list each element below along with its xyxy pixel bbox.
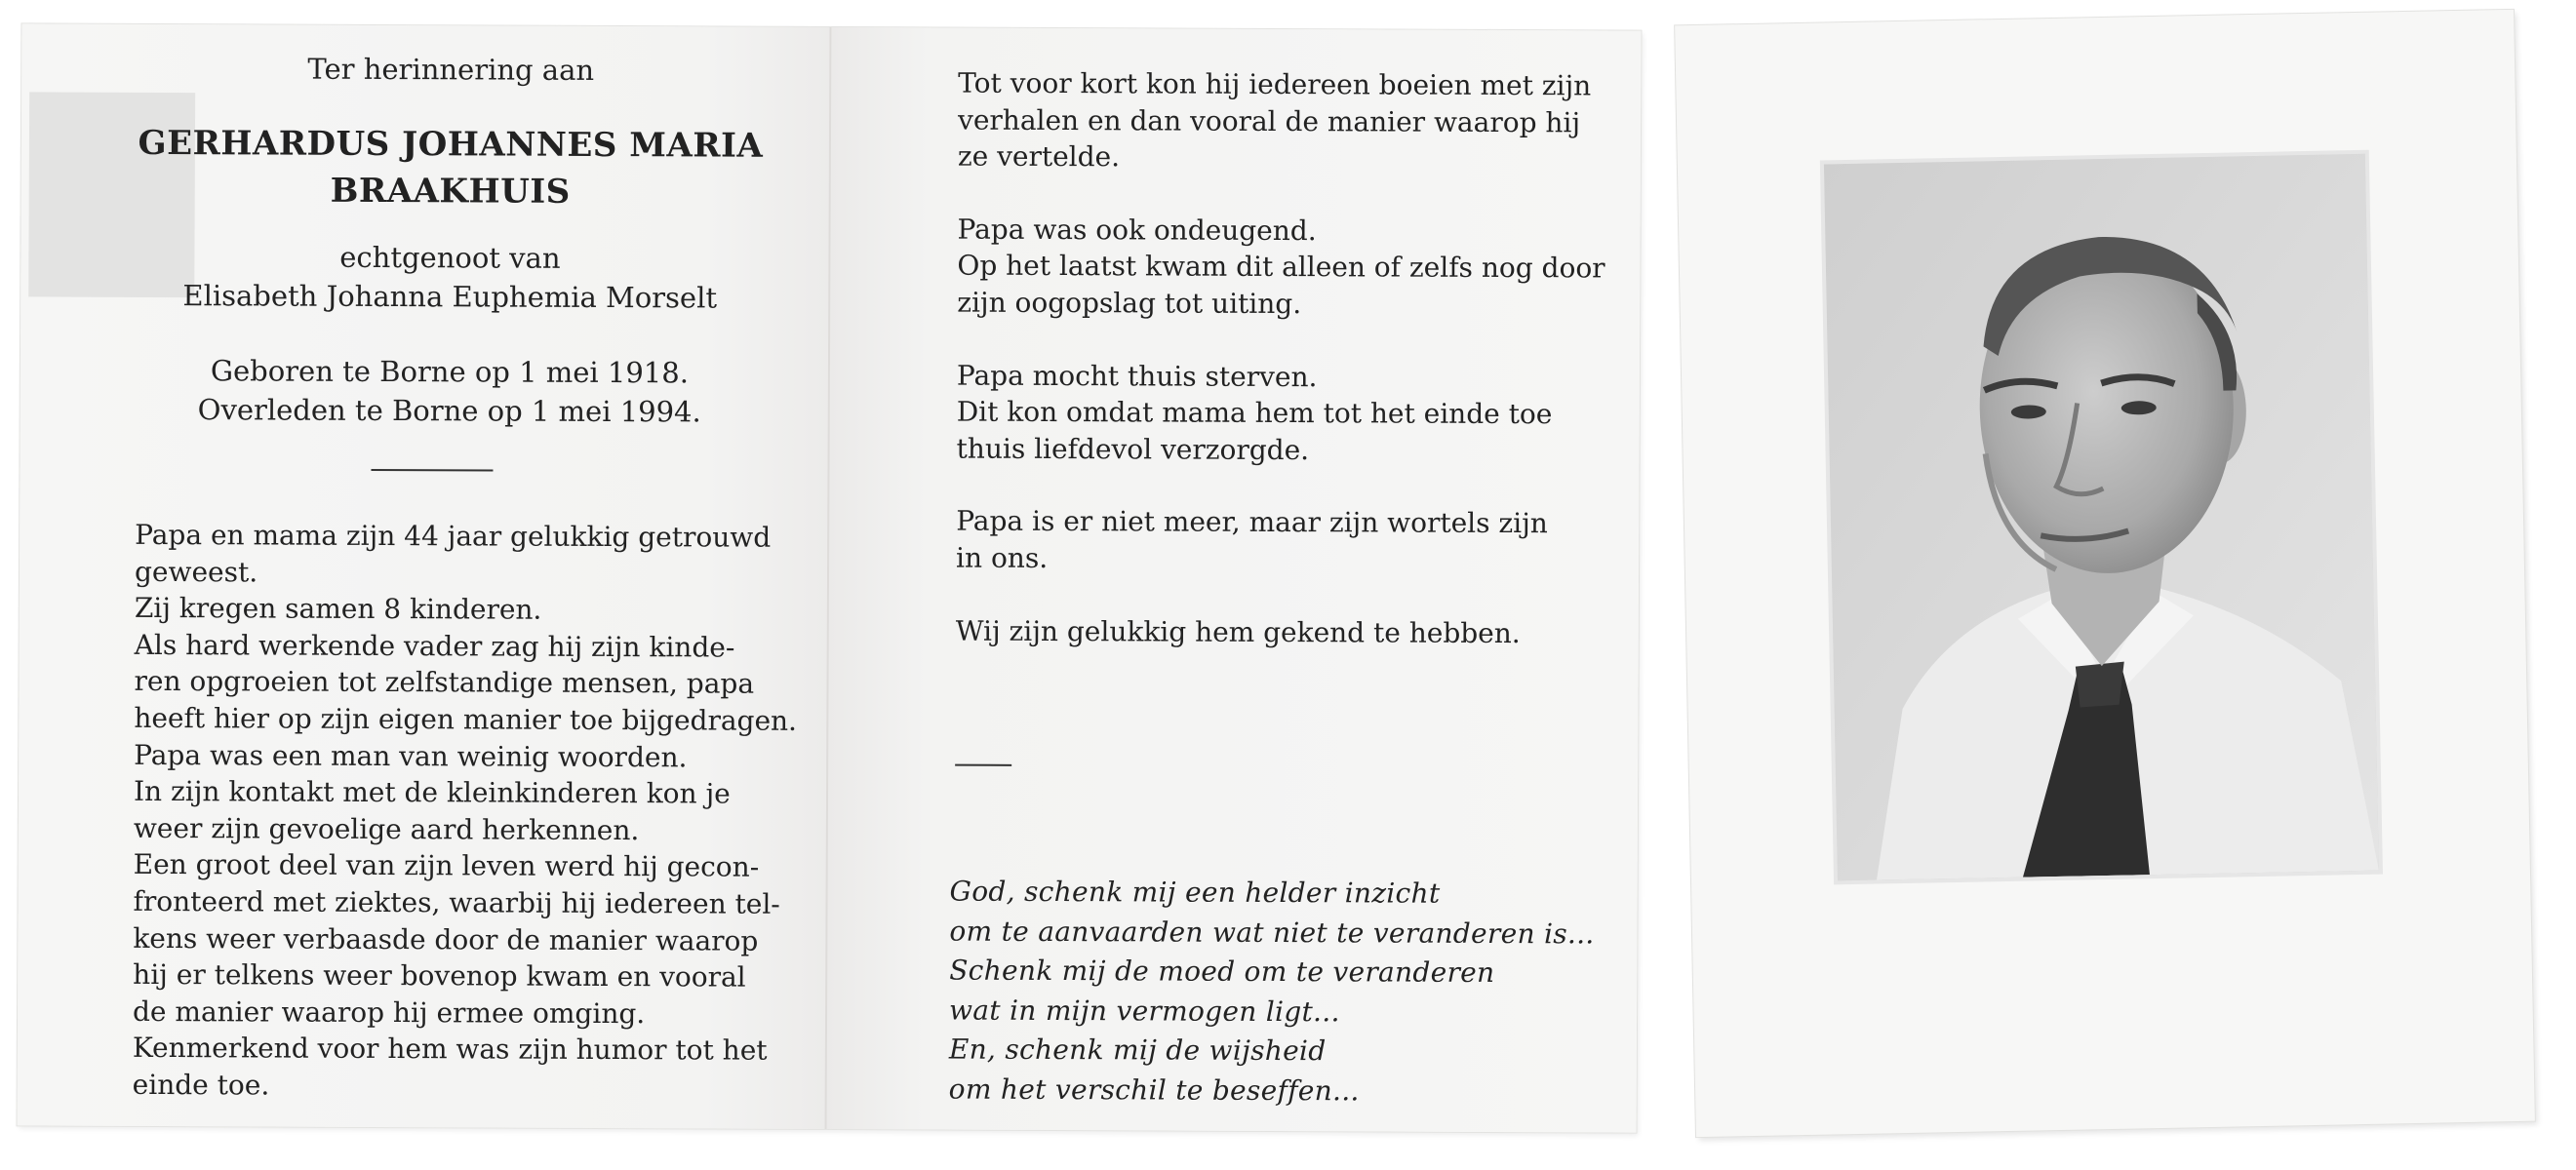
portrait-illustration [1824,154,2379,881]
left-text-line: In zijn kontakt met de kleinkinderen kon je [133,775,731,810]
poem-line: En, schenk mij de wijsheid [948,1033,1327,1068]
left-text-line: de manier waarop hij ermee omging. [132,994,646,1030]
right-text-line: Wij zijn gelukkig hem gekend te hebben. [955,614,1521,649]
left-text-line: Papa en mama zijn 44 jaar gelukkig getrouwd [135,518,772,554]
left-text-line: fronteerd met ziektes, waarbij hij iedereen tel- [133,884,780,920]
right-paragraph [956,503,1580,579]
left-text-line: hij er telkens weer bovenop kwam en vooral [133,958,746,994]
deceased-name [129,120,773,216]
right-text-line: Tot voor kort kon hij iedereen boeien met zijn [958,66,1592,102]
prayer-poem [948,873,1595,1112]
birth-date: Geboren te Borne op 1 mei 1918. [210,354,690,390]
intro-text: Ter herinnering aan [307,52,595,87]
left-text-line: Kenmerkend voor hem was zijn humor tot het [132,1032,768,1068]
left-text-line: Als hard werkende vader zag hij zijn kinde- [134,628,735,664]
right-paragraph [957,65,1592,178]
memorial-card [18,23,1642,1132]
left-text-line: einde toe. [132,1068,270,1102]
relation-text: echtgenoot van [339,240,561,275]
dates-block [128,351,772,432]
right-text-line: Papa was ook ondeugend. [957,213,1317,247]
left-body-text [132,517,798,1106]
name-line-2: BRAAKHUIS [330,171,571,212]
left-text-line: heeft hier op zijn eigen manier toe bijgedragen. [134,701,798,737]
portrait-photo [1824,154,2379,881]
right-paragraph [956,357,1580,470]
name-line-1: GERHARDUS JOHANNES MARIA [138,123,764,166]
right-paragraph [957,211,1605,324]
right-text-line: ze vertelde. [957,139,1121,174]
right-text-line: in ons. [956,541,1049,574]
poem-line: wat in mijn vermogen ligt... [948,994,1340,1028]
left-text-line: weer zijn gevoelige aard herkennen. [133,811,640,846]
left-text-line: kens weer verbaasde door de manier waarop [133,921,759,957]
spouse-name: Elisabeth Johanna Euphemia Morselt [182,279,718,315]
card-left-page [18,23,832,1129]
poem-line: God, schenk mij een helder inzicht [949,875,1441,910]
left-text-line: Een groot deel van zijn leven werd hij gecon- [133,848,760,884]
short-divider [955,764,1011,766]
right-paragraph [956,612,1580,651]
divider [371,469,493,472]
right-text-line: verhalen en dan vooral de manier waarop hij [957,103,1581,138]
photo-card [1675,10,2535,1137]
poem-line: Schenk mij de moed om te veranderen [949,954,1495,989]
left-text-line: Papa was een man van weinig woorden. [134,738,688,773]
right-text-line: Op het laatst kwam dit alleen of zelfs nog door [957,249,1605,285]
right-body-text [955,65,1605,688]
right-text-line: Papa is er niet meer, maar zijn wortels zijn [956,504,1548,540]
right-text-line: Dit kon omdat mama hem tot het einde toe [956,395,1553,431]
right-text-line: Papa mocht thuis sterven. [956,359,1318,393]
right-text-line: zijn oogopslag tot uiting. [957,286,1302,321]
right-text-line: thuis liefdevol verzorgde. [956,432,1310,466]
poem-line: om het verschil te beseffen... [948,1072,1360,1107]
left-text-line: geweest. [134,555,258,589]
card-right-page [827,27,1642,1133]
left-text-line: Zij kregen samen 8 kinderen. [134,592,542,626]
spouse-block [128,237,772,318]
death-date: Overleden te Borne op 1 mei 1994. [197,393,701,429]
poem-line: om te aanvaarden wat niet te veranderen is... [949,915,1595,950]
left-text-line: ren opgroeien tot zelfstandige mensen, papa [134,665,755,701]
